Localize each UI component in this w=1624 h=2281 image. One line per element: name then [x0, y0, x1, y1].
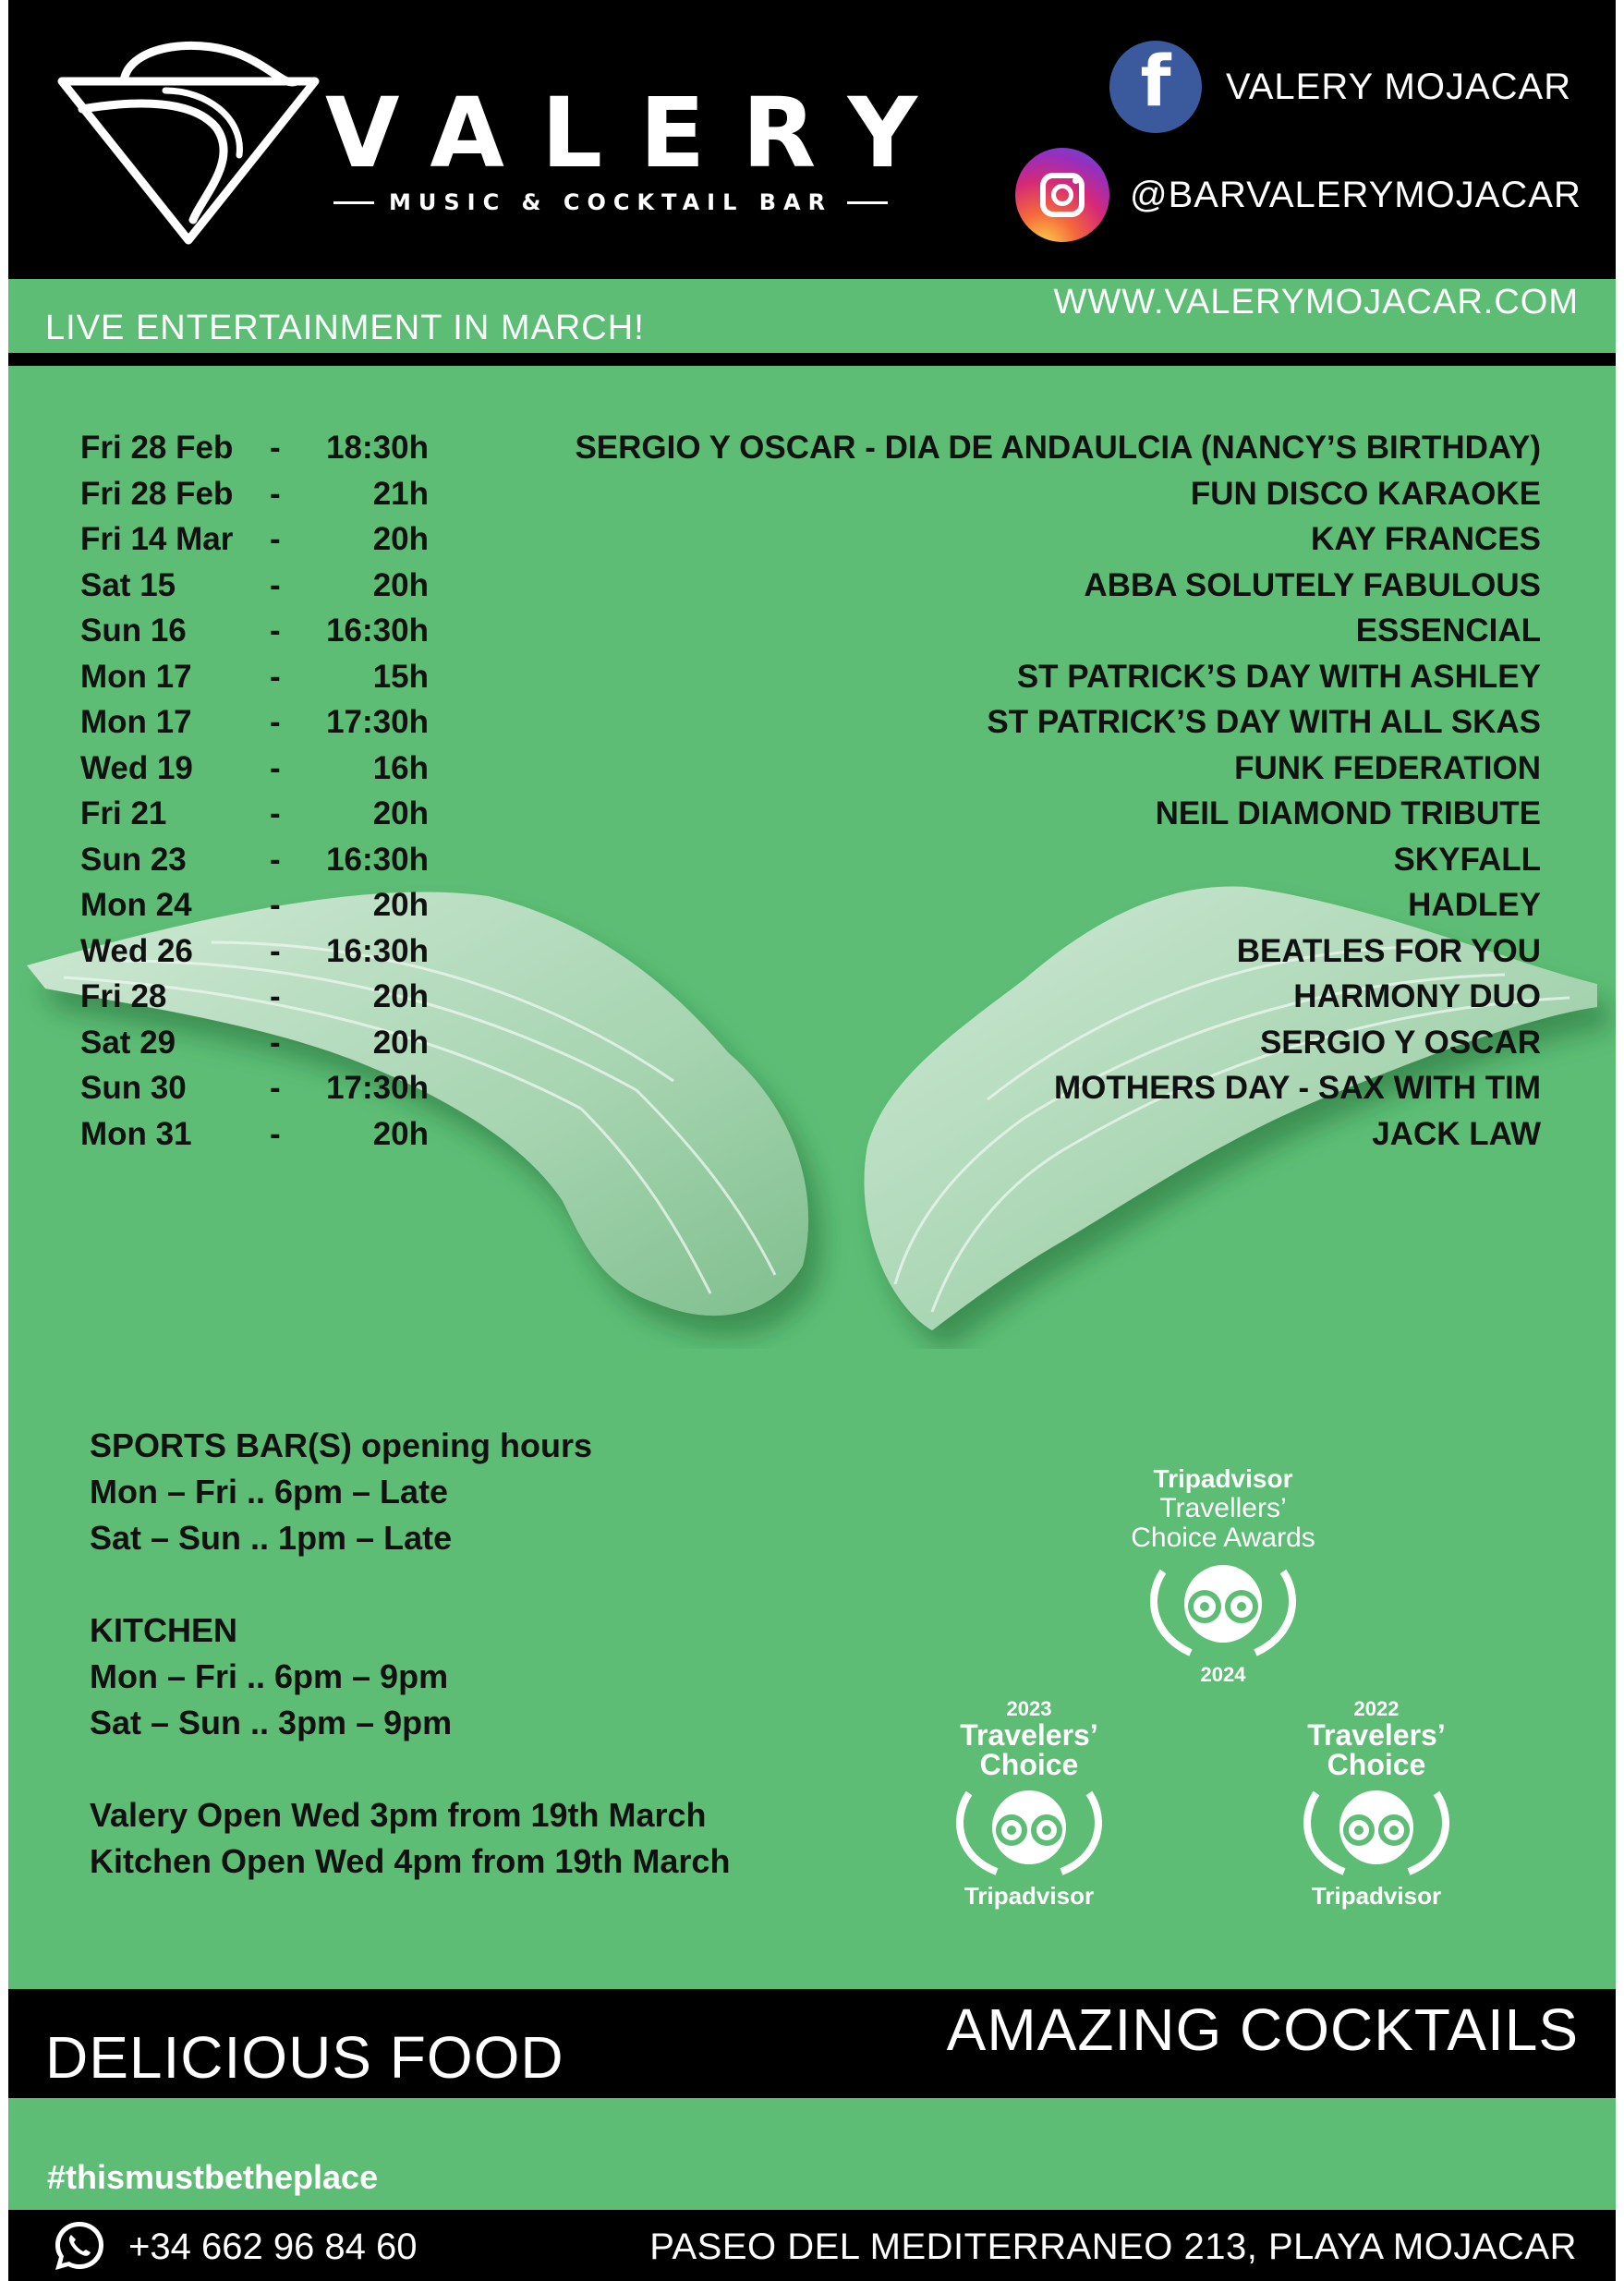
event-time: 18:30h [326, 430, 429, 466]
badge-year: 2024 [1200, 1663, 1246, 1686]
event-act: MOTHERS DAY - SAX WITH TIM [1054, 1070, 1541, 1106]
separator: - [270, 430, 281, 466]
event-day: Fri 14 Mar [80, 521, 234, 557]
separator: - [270, 475, 281, 512]
sports-bar-title: SPORTS BAR(S) opening hours [90, 1426, 592, 1464]
badge-line: Travelers’ [960, 1718, 1098, 1752]
schedule-row [8, 476, 1616, 522]
badge-line: Choice [979, 1748, 1079, 1781]
event-act: SERGIO Y OSCAR [1259, 1024, 1541, 1061]
event-day: Sun 23 [80, 841, 187, 878]
event-day: Fri 28 [80, 978, 167, 1014]
event-act: SERGIO Y OSCAR - DIA DE ANDAULCIA (NANCY’S BIRTHDAY) [575, 430, 1541, 466]
badge-year: 2022 [1353, 1697, 1400, 1720]
tripadvisor-owl-icon [1289, 1779, 1464, 1881]
separator: - [270, 1024, 281, 1061]
schedule-row [8, 430, 1616, 476]
event-act: ABBA SOLUTELY FABULOUS [1084, 566, 1541, 603]
event-day: Wed 19 [80, 749, 193, 786]
schedule-row [8, 978, 1616, 1025]
instagram-icon [1015, 148, 1109, 242]
separator: - [270, 566, 281, 603]
separator: - [270, 658, 281, 695]
schedule-row [8, 659, 1616, 705]
badge-year: 2023 [1006, 1697, 1052, 1720]
badge-brand: Tripadvisor [963, 1882, 1095, 1910]
schedule-row [8, 1025, 1616, 1071]
badge-line: Travelers’ [1307, 1718, 1446, 1752]
schedule-row [8, 933, 1616, 979]
event-day: Mon 31 [80, 1115, 192, 1152]
event-act: ST PATRICK’S DAY WITH ASHLEY [1016, 658, 1541, 695]
event-day: Fri 28 Feb [80, 475, 234, 512]
sports-bar-weekend: Sat – Sun .. 1pm – Late [90, 1519, 453, 1557]
facebook-link[interactable] [1109, 41, 1571, 133]
badge-line: Travellers’ [1159, 1493, 1287, 1523]
tagline-rule-left [333, 201, 374, 204]
event-day: Wed 26 [80, 932, 193, 969]
hashtag: #thismustbetheplace [47, 2158, 379, 2196]
whatsapp-icon [51, 2217, 108, 2275]
separator: - [270, 978, 281, 1014]
event-time: 20h [372, 887, 429, 923]
event-act: HARMONY DUO [1293, 978, 1541, 1014]
tripadvisor-badge-2024 [1098, 1464, 1348, 1686]
tagline-row [333, 189, 888, 215]
event-day: Mon 17 [80, 658, 192, 695]
note-kitchen-open: Kitchen Open Wed 4pm from 19th March [90, 1842, 731, 1880]
tripadvisor-owl-icon [1135, 1553, 1311, 1664]
separator: - [270, 521, 281, 557]
separator: - [270, 613, 281, 649]
event-act: ESSENCIAL [1355, 613, 1541, 649]
badge-brand: Tripadvisor [1311, 1882, 1442, 1910]
event-act: FUN DISCO KARAOKE [1190, 475, 1541, 512]
event-time: 16:30h [326, 841, 429, 878]
separator: - [270, 932, 281, 969]
address: PASEO DEL MEDITERRANEO 213, PLAYA MOJACAR [649, 2226, 1577, 2267]
instagram-link[interactable] [1015, 148, 1582, 242]
schedule-row [8, 1116, 1616, 1162]
kitchen-title: KITCHEN [90, 1611, 237, 1649]
separator: - [270, 1115, 281, 1152]
schedule-row [8, 521, 1616, 567]
event-time: 20h [372, 1024, 429, 1061]
badge-brand: Tripadvisor [1153, 1464, 1293, 1493]
tripadvisor-badge-2022 [1279, 1698, 1473, 1911]
tagline: MUSIC & COCKTAIL BAR [389, 189, 833, 215]
schedule-row [8, 704, 1616, 750]
kitchen-weekend: Sat – Sun .. 3pm – 9pm [90, 1704, 453, 1741]
event-time: 20h [372, 978, 429, 1014]
poster [8, 0, 1616, 2281]
event-day: Mon 17 [80, 704, 192, 740]
event-day: Mon 24 [80, 887, 192, 923]
badge-line: Choice Awards [1131, 1523, 1315, 1553]
event-time: 16:30h [326, 613, 429, 649]
schedule-row [8, 750, 1616, 796]
event-day: Fri 21 [80, 795, 167, 831]
separator: - [270, 1070, 281, 1106]
instagram-handle: @BARVALERYMOJACAR [1130, 174, 1582, 215]
event-time: 17:30h [326, 704, 429, 740]
tripadvisor-owl-icon [941, 1779, 1117, 1881]
divider [8, 353, 1616, 366]
event-time: 20h [372, 521, 429, 557]
schedule-row [8, 795, 1616, 842]
event-act: NEIL DIAMOND TRIBUTE [1155, 795, 1541, 831]
event-act: JACK LAW [1372, 1115, 1541, 1152]
separator: - [270, 841, 281, 878]
separator: - [270, 704, 281, 740]
event-time: 15h [372, 658, 429, 695]
triangle-logo-icon [55, 35, 322, 248]
tagline-rule-right [847, 201, 888, 204]
separator: - [270, 749, 281, 786]
event-time: 21h [372, 475, 429, 512]
facebook-handle: VALERY MOJACAR [1226, 66, 1572, 107]
event-day: Sat 15 [80, 566, 176, 603]
website-link[interactable]: WWW.VALERYMOJACAR.COM [1053, 283, 1579, 322]
event-day: Fri 28 Feb [80, 430, 234, 466]
sports-bar-weekday: Mon – Fri .. 6pm – Late [90, 1473, 449, 1511]
delicious-food-text: DELICIOUS FOOD [45, 2024, 564, 2091]
schedule-row [8, 887, 1616, 933]
event-time: 16h [372, 749, 429, 786]
phone-number[interactable]: +34 662 96 84 60 [128, 2226, 418, 2267]
event-act: HADLEY [1408, 887, 1541, 923]
separator: - [270, 795, 281, 831]
event-time: 20h [372, 1115, 429, 1152]
schedule-row [8, 1070, 1616, 1116]
event-act: SKYFALL [1393, 841, 1541, 878]
event-act: KAY FRANCES [1311, 521, 1541, 557]
event-schedule [8, 430, 1616, 1161]
amazing-cocktails-text: AMAZING COCKTAILS [946, 1996, 1579, 2063]
header [8, 0, 1616, 279]
event-act: ST PATRICK’S DAY WITH ALL SKAS [987, 704, 1541, 740]
section-title: LIVE ENTERTAINMENT IN MARCH! [45, 309, 645, 347]
event-time: 20h [372, 795, 429, 831]
separator: - [270, 887, 281, 923]
opening-hours [90, 1423, 730, 1885]
schedule-row [8, 567, 1616, 613]
event-day: Sun 30 [80, 1070, 187, 1106]
event-time: 16:30h [326, 932, 429, 969]
note-valery-open: Valery Open Wed 3pm from 19th March [90, 1796, 707, 1834]
badge-line: Choice [1327, 1748, 1426, 1781]
event-time: 20h [372, 566, 429, 603]
schedule-row [8, 842, 1616, 888]
event-act: BEATLES FOR YOU [1236, 932, 1541, 969]
facebook-icon: f [1109, 41, 1202, 133]
schedule-row [8, 613, 1616, 659]
event-day: Sun 16 [80, 613, 187, 649]
event-time: 17:30h [326, 1070, 429, 1106]
event-act: FUNK FEDERATION [1234, 749, 1541, 786]
kitchen-weekday: Mon – Fri .. 6pm – 9pm [90, 1657, 449, 1695]
tripadvisor-badge-2023 [932, 1698, 1126, 1911]
event-day: Sat 29 [80, 1024, 176, 1061]
brand-name: VALERY [325, 77, 954, 189]
